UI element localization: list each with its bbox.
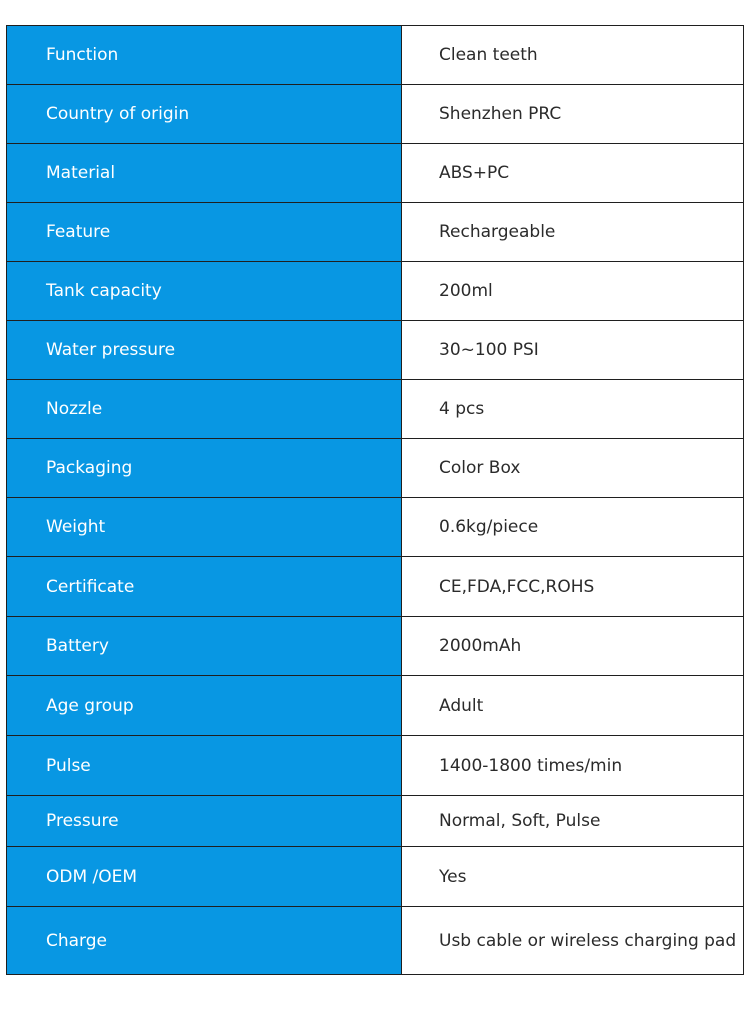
spec-label: Function — [7, 26, 402, 85]
spec-value: ABS+PC — [402, 144, 744, 203]
spec-value: 4 pcs — [402, 380, 744, 439]
table-row — [7, 144, 744, 203]
spec-value: 0.6kg/piece — [402, 498, 744, 557]
table-row — [7, 26, 744, 85]
spec-table — [6, 25, 744, 975]
spec-value: Normal, Soft, Pulse — [402, 796, 744, 847]
spec-label: Age group — [7, 676, 402, 736]
spec-value: Rechargeable — [402, 203, 744, 262]
spec-value: 1400-1800 times/min — [402, 736, 744, 796]
spec-value: CE,FDA,FCC,ROHS — [402, 557, 744, 617]
spec-value: 2000mAh — [402, 617, 744, 676]
spec-value: Yes — [402, 847, 744, 907]
table-row — [7, 203, 744, 262]
spec-value: 200ml — [402, 262, 744, 321]
spec-value: 30~100 PSI — [402, 321, 744, 380]
table-row — [7, 796, 744, 847]
spec-label: Water pressure — [7, 321, 402, 380]
spec-label: Certificate — [7, 557, 402, 617]
table-row — [7, 907, 744, 975]
table-row — [7, 262, 744, 321]
spec-label: Weight — [7, 498, 402, 557]
spec-label: Pulse — [7, 736, 402, 796]
table-row — [7, 557, 744, 617]
table-row — [7, 85, 744, 144]
spec-label: Nozzle — [7, 380, 402, 439]
table-row — [7, 439, 744, 498]
table-row — [7, 321, 744, 380]
spec-value: Clean teeth — [402, 26, 744, 85]
spec-label: Feature — [7, 203, 402, 262]
spec-value: Adult — [402, 676, 744, 736]
spec-value: Usb cable or wireless charging pad — [402, 907, 744, 975]
table-row — [7, 617, 744, 676]
spec-label: Charge — [7, 907, 402, 975]
spec-value: Shenzhen PRC — [402, 85, 744, 144]
table-row — [7, 380, 744, 439]
spec-label: Battery — [7, 617, 402, 676]
spec-value: Color Box — [402, 439, 744, 498]
spec-label: Tank capacity — [7, 262, 402, 321]
table-row — [7, 847, 744, 907]
spec-label: ODM /OEM — [7, 847, 402, 907]
table-row — [7, 676, 744, 736]
table-row — [7, 736, 744, 796]
spec-label: Packaging — [7, 439, 402, 498]
spec-label: Material — [7, 144, 402, 203]
spec-label: Country of origin — [7, 85, 402, 144]
table-row — [7, 498, 744, 557]
spec-label: Pressure — [7, 796, 402, 847]
